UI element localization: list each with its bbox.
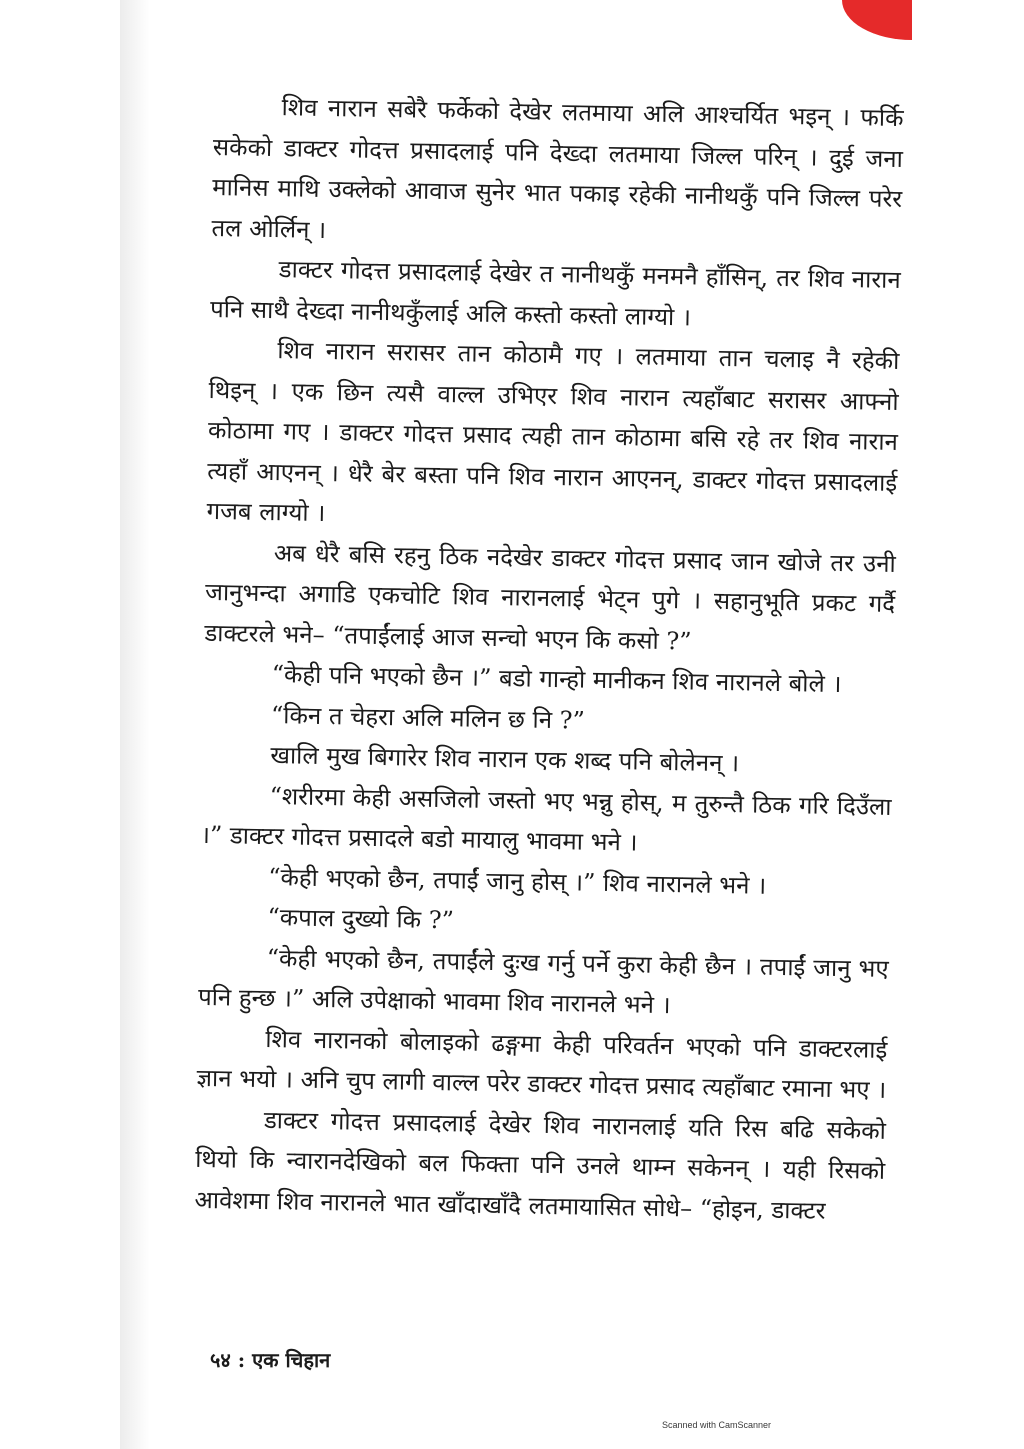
body-text: [194, 86, 904, 1232]
paragraph: खालि मुख बिगारेर शिव नारान एक शब्द पनि बोलेनन् ।: [270, 741, 740, 778]
page-footer: ५४ : एक चिहान: [210, 1348, 331, 1372]
paragraph: “केही भएको छैन, तपाईंले दुःख गर्नु पर्ने कुरा केही छैन । तपाईं जानु भए पनि हुन्छ ।” अलि उपेक्षाको भावमा शिव नारानले भने ।: [197, 943, 889, 1020]
paragraph: शिव नारान सरासर तान कोठामै गए । लतमाया तान चलाइ नै रहेकी थिइन् । एक छिन त्यसै वाल्ल उभिएर शिव नारान त्यहाँबाट सरासर आफ्नो कोठामा गए । डाक्टर गोदत्त प्रसाद त्यही तान कोठामा बसि रहे तर शिव नारान त्यहाँ आएनन् । धेरै बेर बस्ता पनि शिव नारान आएनन्, डाक्टर गोदत्त प्रसादलाई गजब लाग्यो ।: [206, 336, 900, 528]
paragraph: “किन त चेहरा अलि मलिन छ नि ?”: [270, 700, 586, 735]
paragraph: अब धेरै बसि रहनु ठिक नदेखेर डाक्टर गोदत्त प्रसाद जान खोजे तर उनी जानुभन्दा अगाडि एकचोटि शिव नारानलाई भेट्न पुगे । सहानुभूति प्रकट गर्दै डाक्टरले भने– “तपाईंलाई आज सन्चो भएन कि कसो ?”: [204, 538, 897, 655]
paragraph: “केही पनि भएको छैन ।” बडो गान्हो मानीकन शिव नारानले बोले ।: [271, 660, 842, 699]
scanner-watermark: Scanned with CamScanner: [662, 1420, 772, 1430]
paragraph: डाक्टर गोदत्त प्रसादलाई देखेर त नानीथकुँ मनमनै हाँसिन्, तर शिव नारान पनि साथै देख्दा नानीथकुँलाई अलि कस्तो कस्तो लाग्यो ।: [209, 255, 901, 331]
paragraph: शिव नारानको बोलाइको ढङ्गमा केही परिवर्तन भएको पनि डाक्टरलाई ज्ञान भयो । अनि चुप लागी वाल्ल परेर डाक्टर गोदत्त प्रसाद त्यहाँबाट रमाना भए ।: [196, 1024, 888, 1104]
paragraph: “शरीरमा केही असजिलो जस्तो भए भन्नु होस्, म तुरुन्तै ठिक गरि दिउँला ।” डाक्टर गोदत्त प्रसादले बडो मायालु भावमा भने ।: [200, 781, 892, 857]
paragraph: शिव नारान सबेरै फर्केको देखेर लतमाया अलि आश्चर्यित भइन् । फर्कि सकेको डाक्टर गोदत्त प्रसादलाई पनि देख्दा लतमाया जिल्ल परिन् । दुई जना मानिस माथि उक्लेको आवाज सुनेर भात पकाइ रहेकी नानीथकुँ पनि जिल्ल परेर तल ओर्लिन् ।: [211, 93, 904, 244]
paragraph: “कपाल दुख्यो कि ?”: [267, 903, 455, 935]
paragraph: डाक्टर गोदत्त प्रसादलाई देखेर शिव नारानलाई यति रिस बढि सकेको थियो कि न्वारानदेखिको बल फिक्ता पनि उनले थाम्न सकेनन् । यही रिसको आवेशमा शिव नारानले भात खाँदाखाँदै लतमायासित सोधे– “होइन, डाक्टर: [194, 1105, 887, 1225]
paragraph: “केही भएको छैन, तपाईं जानु होस् ।” शिव नारानले भने ।: [267, 862, 767, 900]
